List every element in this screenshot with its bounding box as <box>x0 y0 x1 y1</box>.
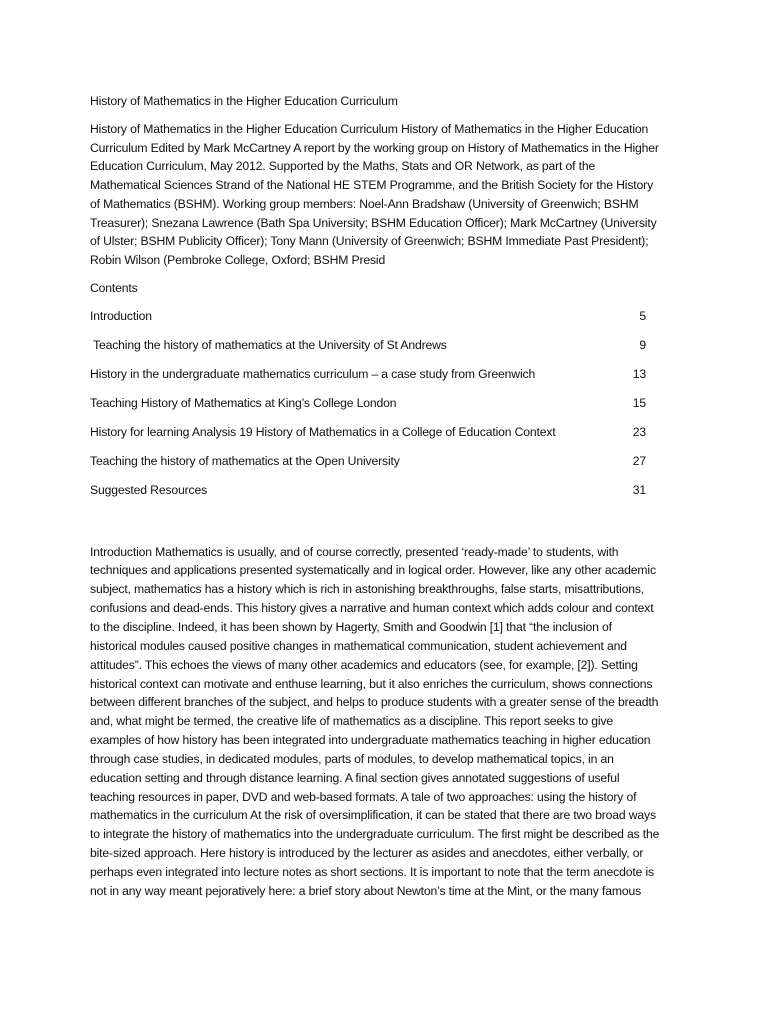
toc-row <box>90 307 660 336</box>
toc-entry-title: Suggested Resources <box>90 482 208 497</box>
document-title: History of Mathematics in the Higher Education Curriculum <box>90 94 398 108</box>
toc-entry-title: Introduction <box>90 308 152 323</box>
toc-row <box>90 365 660 394</box>
toc-entry-title: History for learning Analysis 19 History of Mathematics in a College of Education Context <box>90 424 556 439</box>
toc-entry-page: 9 <box>639 337 646 352</box>
toc-entry-title: Teaching History of Mathematics at King’s College London <box>90 395 397 410</box>
document-abstract: History of Mathematics in the Higher Education Curriculum History of Mathematics in the Higher Education Curriculum Edited by Mark McCartney A report by the working group on History of Mathematics in the Higher Education Curriculum, May 2012. Supported by the Maths, Stats and OR Network, as part of the Mathematical Sciences Strand of the National HE STEM Programme, and the British Society for the History of Mathematics (BSHM). Working group members: Noel-Ann Bradshaw (University of Greenwich; BSHM Treasurer); Snezana Lawrence (Bath Spa University; BSHM Education Officer); Mark McCartney (University of Ulster; BSHM Publicity Officer); Tony Mann (University of Greenwich; BSHM Immediate Past President); Robin Wilson (Pembroke College, Oxford; BSHM Presid <box>90 122 659 267</box>
toc-entry-page: 23 <box>632 424 646 439</box>
toc-row <box>90 336 660 365</box>
toc-row <box>90 452 660 481</box>
toc-entry-page: 15 <box>632 395 646 410</box>
toc-entry-title: Teaching the history of mathematics at the University of St Andrews <box>90 337 447 352</box>
toc-row <box>90 423 660 452</box>
toc-entry-title: History in the undergraduate mathematics curriculum – a case study from Greenwich <box>90 366 536 381</box>
toc-row <box>90 481 660 510</box>
toc-entry-title: Teaching the history of mathematics at the Open University <box>90 453 400 468</box>
toc-entry-page: 5 <box>639 308 646 323</box>
toc-entry-page: 27 <box>632 453 646 468</box>
toc-row <box>90 394 660 423</box>
document-page <box>90 92 660 901</box>
contents-heading: Contents <box>90 280 138 295</box>
introduction-body-text: Introduction Mathematics is usually, and of course correctly, presented ‘ready-made’ to students, with techniques and applications presented systematically and in logical order. However, like any other academic subject, mathematics has a history which is rich in astonishing breakthroughs, false starts, misattributions, confusions and dead-ends. This history gives a narrative and human context which adds colour and context to the discipline. Indeed, it has been shown by Hagerty, Smith and Goodwin [1] that “the inclusion of historical modules caused positive changes in mathematical communication, student achievement and attitudes”. This echoes the views of many other academics and educators (see, for example, [2]). Setting historical context can motivate and enthuse learning, but it also enriches the curriculum, shows connections between different branches of the subject, and helps to produce students with a greater sense of the breadth and, what might be termed, the creative life of mathematics as a discipline. This report seeks to give examples of how history has been integrated into undergraduate mathematics teaching in higher education through case studies, in dedicated modules, parts of modules, to develop mathematical topics, in an education setting and through distance learning. A final section gives annotated suggestions of useful teaching resources in paper, DVD and web-based formats. A tale of two approaches: using the history of mathematics in the curriculum At the risk of oversimplification, it can be stated that there are two broad ways to integrate the history of mathematics into the undergraduate curriculum. The first might be described as the bite-sized approach. Here history is introduced by the lecturer as asides and anecdotes, either verbally, or perhaps even integrated into lecture notes as short sections. It is important to note that the term anecdote is not in any way meant pejoratively here: a brief story about Newton’s time at the Mint, or the many famous <box>90 544 660 898</box>
table-of-contents <box>90 307 660 510</box>
toc-entry-page: 13 <box>632 366 646 381</box>
toc-entry-page: 31 <box>632 482 646 497</box>
